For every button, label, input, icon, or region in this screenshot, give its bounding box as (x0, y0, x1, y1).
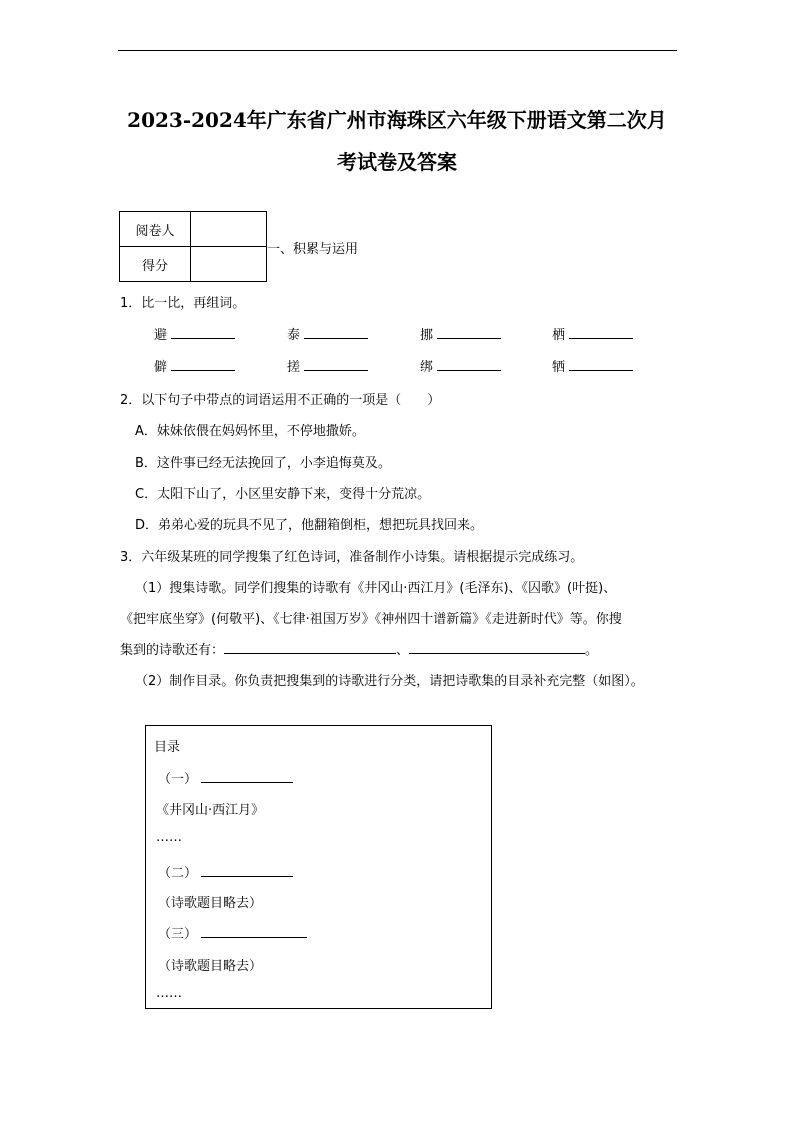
q1-char: 挪 (420, 324, 501, 343)
toc-ellipsis-2: …… (156, 986, 182, 1001)
q3-answer-blank-1[interactable] (224, 642, 396, 654)
q1-char: 避 (154, 324, 235, 343)
toc-ellipsis-1: …… (156, 830, 182, 845)
q1-blank[interactable] (437, 359, 501, 371)
q1-char: 僻 (154, 356, 235, 375)
q3-part1-line2: 《把牢底坐穿》(何敬平)、《七律·祖国万岁》《神州四十谱新篇》《走进新时代》等。你搜 (120, 612, 622, 627)
grading-table (119, 211, 267, 282)
q2-option-b[interactable]: B．这件事已经无法挽回了，小李追悔莫及。 (135, 456, 391, 471)
q1-blank[interactable] (569, 359, 633, 371)
score-cell[interactable] (191, 247, 267, 282)
q1-blank[interactable] (171, 359, 235, 371)
q3-part1-line3: 集到的诗歌还有： 、 。 (120, 643, 599, 658)
q1-blank[interactable] (304, 359, 368, 371)
q1-stem: 1．比一比，再组词。 (120, 296, 246, 311)
toc-category-1: （一） (158, 768, 293, 787)
toc-category-3: （三） (158, 923, 307, 942)
reviewer-label: 阅卷人 (120, 212, 191, 247)
q1-char: 搓 (287, 356, 368, 375)
toc-blank-1[interactable] (201, 771, 293, 783)
toc-blank-3[interactable] (201, 926, 307, 938)
reviewer-cell[interactable] (191, 212, 267, 247)
q3-part1-line1: （1）搜集诗歌。同学们搜集的诗歌有《井冈山·西江月》(毛泽东)、《囚歌》(叶挺)、 (135, 581, 617, 596)
q1-char: 绑 (420, 356, 501, 375)
toc-category-2: （二） (158, 862, 293, 881)
toc-omitted-2: （诗歌题目略去） (158, 959, 263, 974)
header-rule (118, 50, 677, 51)
q1-char: 牺 (552, 356, 633, 375)
q1-char: 栖 (552, 324, 633, 343)
toc-blank-2[interactable] (201, 865, 293, 877)
toc-poem-1: 《井冈山·西江月》 (156, 803, 265, 818)
q1-blank[interactable] (437, 327, 501, 339)
score-label: 得分 (120, 247, 191, 282)
q3-stem: 3．六年级某班的同学搜集了红色诗词，准备制作小诗集。请根据提示完成练习。 (120, 550, 584, 565)
q2-option-c[interactable]: C．太阳下山了，小区里安静下来，变得十分荒凉。 (135, 487, 431, 502)
toc-omitted-1: （诗歌题目略去） (158, 896, 263, 911)
q1-char: 泰 (287, 324, 368, 343)
toc-figure (145, 725, 492, 1009)
q1-blank[interactable] (569, 327, 633, 339)
section-title: 一、积累与运用 (267, 242, 359, 257)
toc-heading: 目录 (154, 740, 181, 755)
page-title-line1: 2023-2024年广东省广州市海珠区六年级下册语文第二次月 (127, 108, 667, 132)
page-title-line2: 考试卷及答案 (337, 150, 457, 174)
q1-blank[interactable] (171, 327, 235, 339)
q2-stem: 2．以下句子中带点的词语运用不正确的一项是（ ） (120, 393, 441, 408)
q3-answer-blank-2[interactable] (409, 642, 585, 654)
q2-option-d[interactable]: D．弟弟心爱的玩具不见了，他翻箱倒柜，想把玩具找回来。 (135, 518, 484, 533)
q1-blank[interactable] (304, 327, 368, 339)
q2-option-a[interactable]: A．妹妹依偎在妈妈怀里，不停地撒娇。 (135, 424, 365, 439)
q3-part2: （2）制作目录。你负责把搜集到的诗歌进行分类，请把诗歌集的目录补充完整（如图）。 (135, 674, 644, 689)
